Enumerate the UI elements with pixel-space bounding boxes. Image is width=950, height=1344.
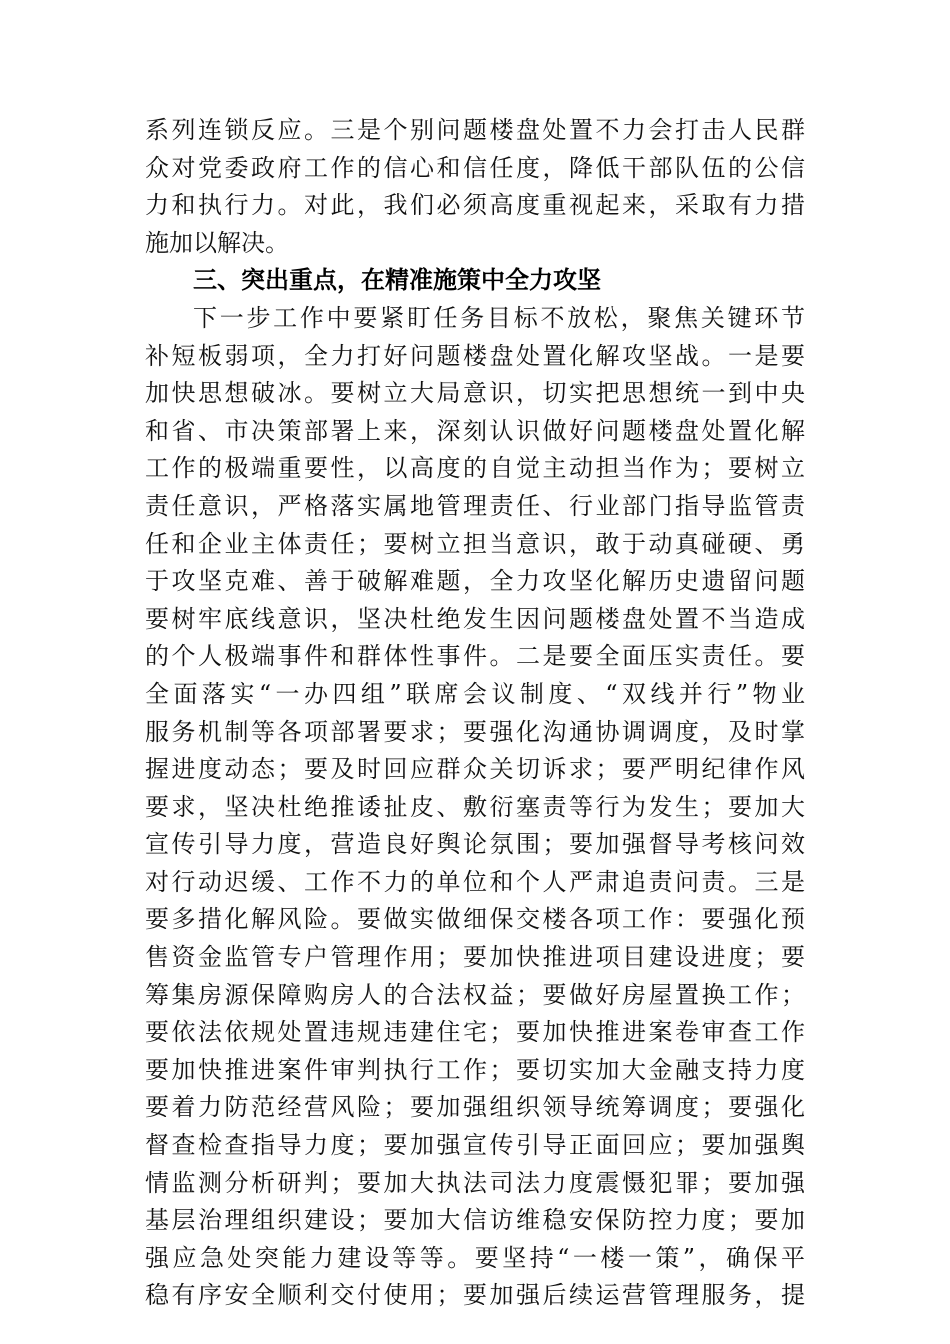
paragraph-line: 情监测分析研判；要加大执法司法力度震慑犯罪；要加强: [145, 1168, 805, 1197]
paragraph-line: 补短板弱项，全力打好问题楼盘处置化解攻坚战。一是要: [145, 341, 805, 370]
paragraph-line: 系列连锁反应。三是个别问题楼盘处置不力会打击人民群: [145, 116, 805, 144]
paragraph-line: 宣传引导力度，营造良好舆论氛围；要加强督导考核问效: [145, 830, 805, 859]
paragraph-line: 对行动迟缓、工作不力的单位和个人严肃追责问责。三是: [145, 867, 805, 896]
paragraph-line: 和省、市决策部署上来，深刻认识做好问题楼盘处置化解: [145, 416, 805, 445]
document-body: [145, 112, 805, 1315]
paragraph-line: 于攻坚克难、善于破解难题，全力攻坚化解历史遗留问题: [145, 567, 805, 596]
paragraph-line: 加快思想破冰。要树立大局意识，切实把思想统一到中央: [145, 379, 805, 408]
paragraph-line: 强应急处突能力建设等等。要坚持“一楼一策”，确保平: [145, 1243, 805, 1272]
paragraph-line: 服务机制等各项部署要求；要强化沟通协调调度，及时掌: [145, 717, 805, 746]
paragraph-line: 要求，坚决杜绝推诿扯皮、敷衍塞责等行为发生；要加大: [145, 792, 805, 821]
paragraph-line: 握进度动态；要及时回应群众关切诉求；要严明纪律作风: [145, 755, 805, 784]
paragraph-line: 售资金监管专户管理作用；要加快推进项目建设进度；要: [145, 943, 805, 972]
paragraph-line: 要加快推进案件审判执行工作；要切实加大金融支持力度: [145, 1055, 805, 1084]
paragraph-line: 的个人极端事件和群体性事件。二是要全面压实责任。要: [145, 642, 805, 671]
paragraph-line: 督查检查指导力度；要加强宣传引导正面回应；要加强舆: [145, 1131, 805, 1160]
paragraph-line: 责任意识，严格落实属地管理责任、行业部门指导监管责: [145, 491, 805, 520]
paragraph-line: 稳有序安全顺利交付使用；要加强后续运营管理服务，提: [145, 1281, 805, 1310]
paragraph-line: 工作的极端重要性，以高度的自觉主动担当作为；要树立: [145, 454, 805, 483]
paragraph-line: 任和企业主体责任；要树立担当意识，敢于动真碰硬、勇: [145, 529, 805, 558]
paragraph-line: 众对党委政府工作的信心和信任度，降低干部队伍的公信: [145, 153, 805, 182]
paragraph-line: 要着力防范经营风险；要加强组织领导统筹调度；要强化: [145, 1093, 805, 1122]
paragraph-line: 施加以解决。: [145, 228, 289, 257]
paragraph-line: 要依法依规处置违规违建住宅；要加快推进案卷审查工作: [145, 1018, 805, 1047]
paragraph-line: 基层治理组织建设；要加大信访维稳安保防控力度；要加: [145, 1206, 805, 1235]
section-heading: 三、突出重点，在精准施策中全力攻坚: [193, 266, 601, 295]
paragraph-line: 力和执行力。对此，我们必须高度重视起来，采取有力措: [145, 191, 805, 220]
paragraph-line: 筹集房源保障购房人的合法权益；要做好房屋置换工作；: [145, 980, 805, 1009]
paragraph-line: 全面落实“一办四组”联席会议制度、“双线并行”物业: [145, 679, 805, 708]
paragraph-line: 要多措化解风险。要做实做细保交楼各项工作：要强化预: [145, 905, 805, 934]
paragraph-line: 下一步工作中要紧盯任务目标不放松，聚焦关键环节: [193, 303, 805, 332]
paragraph-line: 要树牢底线意识，坚决杜绝发生因问题楼盘处置不当造成: [145, 604, 805, 633]
